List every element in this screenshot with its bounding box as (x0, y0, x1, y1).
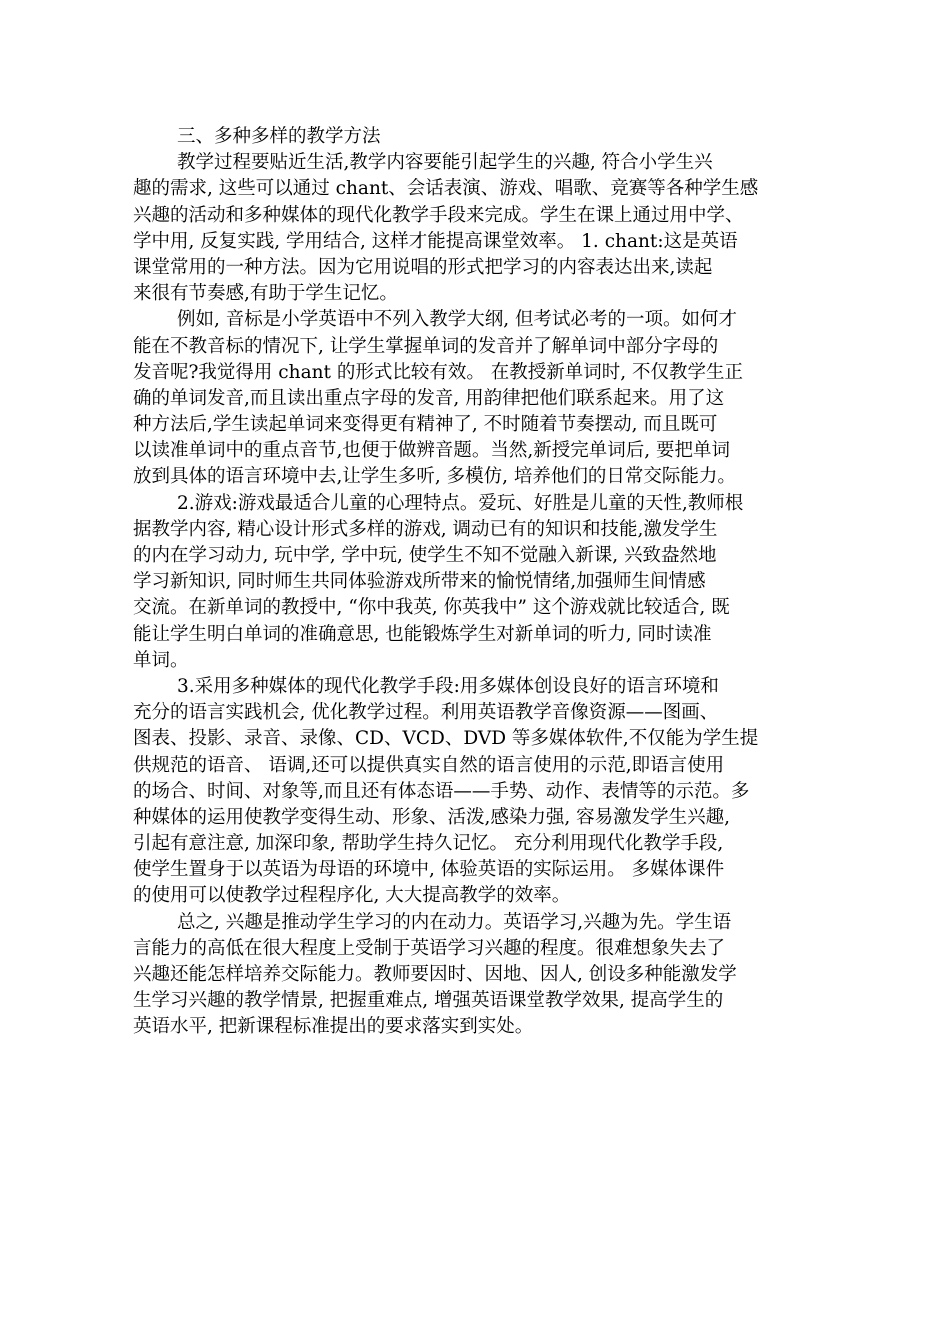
text-line: 供规范的语音、 语调,还可以提供真实自然的语言使用的示范,即语言使用 (133, 754, 725, 776)
text-line: 据教学内容, 精心设计形式多样的游戏, 调动已有的知识和技能,激发学生 (133, 518, 718, 540)
text-line: 的场合、时间、对象等,而且还有体态语——手势、动作、表情等的示范。多 (133, 780, 750, 802)
text-line: 发音呢?我觉得用 chant 的形式比较有效。 在教授新单词时, 不仅教学生正 (133, 361, 743, 383)
text-line: 3.采用多种媒体的现代化教学手段:用多媒体创设良好的语言环境和 (177, 675, 719, 697)
text-line: 图表、投影、录音、录像、CD、VCD、DVD 等多媒体软件,不仅能为学生提 (133, 728, 759, 750)
text-line: 课堂常用的一种方法。因为它用说唱的形式把学习的内容表达出来,读起 (133, 256, 713, 278)
text-line: 放到具体的语言环境中去,让学生多听, 多模仿, 培养他们的日常交际能力。 (133, 466, 736, 488)
text-line: 兴趣还能怎样培养交际能力。教师要因时、因地、因人, 创设多种能激发学 (133, 964, 737, 985)
text-line: 使学生置身于以英语为母语的环境中, 体验英语的实际运用。 多媒体课件 (133, 859, 725, 881)
text-line: 能让学生明白单词的准确意思, 也能锻炼学生对新单词的听力, 同时读准 (133, 623, 712, 645)
text-line: 种方法后,学生读起单词来变得更有精神了, 不时随着节奏摆动, 而且既可 (133, 414, 718, 436)
text-line: 例如, 音标是小学英语中不列入教学大纲, 但考试必考的一项。如何才 (177, 309, 738, 331)
text-line: 三、多种多样的教学方法 (177, 126, 381, 147)
text-line: 言能力的高低在很大程度上受制于英语学习兴趣的程度。很难想象失去了 (133, 937, 726, 959)
text-line: 英语水平, 把新课程标准提出的要求落实到实处。 (133, 1016, 534, 1038)
text-line: 趣的需求, 这些可以通过 chant、会话表演、游戏、唱歌、竞赛等各种学生感 (133, 178, 759, 200)
text-line: 单词。 (133, 649, 189, 671)
text-line: 能在不教音标的情况下, 让学生掌握单词的发音并了解单词中部分字母的 (133, 335, 719, 357)
text-line: 总之, 兴趣是推动学生学习的内在动力。英语学习,兴趣为先。学生语 (177, 911, 732, 933)
document-body (133, 124, 849, 1041)
text-line: 教学过程要贴近生活,教学内容要能引起学生的兴趣, 符合小学生兴 (177, 152, 713, 174)
text-line: 生学习兴趣的教学情景, 把握重难点, 增强英语课堂教学效果, 提高学生的 (133, 990, 724, 1012)
text-line: 的使用可以使教学过程程序化, 大大提高教学的效率。 (133, 885, 571, 907)
text-line: 确的单词发音,而且读出重点字母的发音, 用韵律把他们联系起来。用了这 (133, 387, 725, 409)
text-line: 的内在学习动力, 玩中学, 学中玩, 使学生不知不觉融入新课, 兴致盎然地 (133, 545, 717, 566)
text-line: 学习新知识, 同时师生共同体验游戏所带来的愉悦情绪,加强师生间情感 (133, 571, 706, 593)
text-line: 兴趣的活动和多种媒体的现代化教学手段来完成。学生在课上通过用中学、 (133, 204, 744, 226)
text-line: 来很有节奏感,有助于学生记忆。 (133, 283, 398, 305)
text-line: 学中用, 反复实践, 学用结合, 这样才能提高课堂效率。 1. chant:这是英语 (133, 230, 738, 252)
text-line: 以读准单词中的重点音节,也便于做辨音题。当然,新授完单词后, 要把单词 (133, 440, 731, 462)
text-line: 种媒体的运用使教学变得生动、形象、活泼,感染力强, 容易激发学生兴趣, (133, 806, 731, 828)
text-line: 2.游戏:游戏最适合儿童的心理特点。爱玩、好胜是儿童的天性,教师根 (177, 492, 744, 514)
text-line: 引起有意注意, 加深印象, 帮助学生持久记忆。 充分利用现代化教学手段, (133, 833, 724, 855)
text-line: 交流。在新单词的教授中, “你中我英, 你英我中” 这个游戏就比较适合, 既 (133, 597, 730, 619)
text-line: 充分的语言实践机会, 优化教学过程。利用英语教学音像资源——图画、 (133, 702, 719, 724)
